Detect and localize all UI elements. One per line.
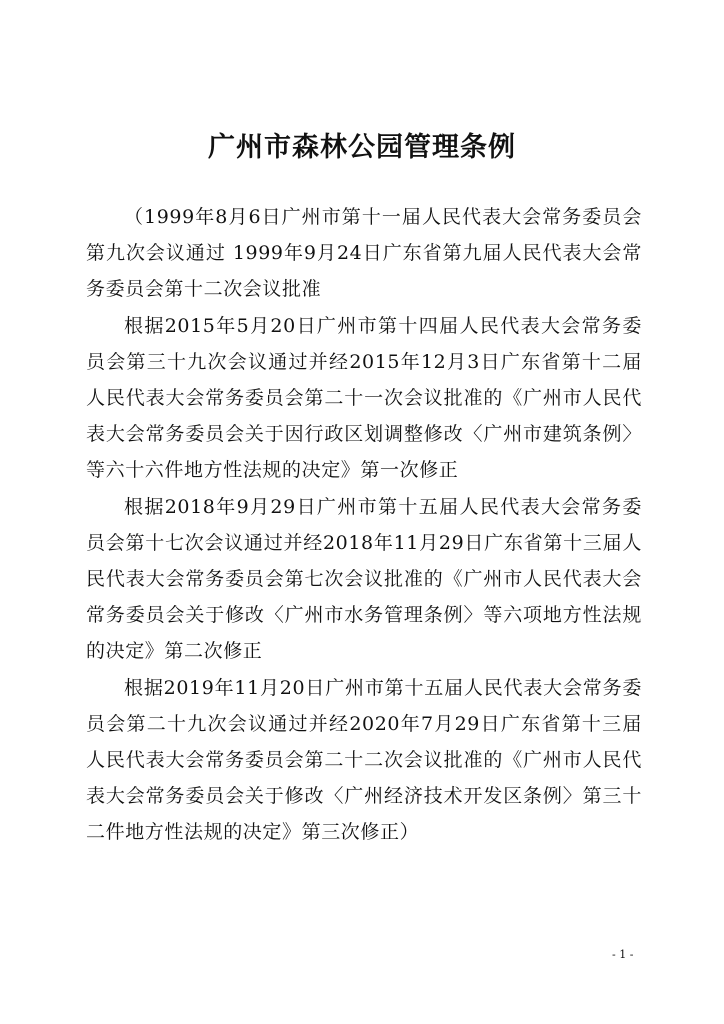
page-number: - 1 - <box>612 948 634 961</box>
paragraph-third-amendment: 根据2019年11月20日广州市第十五届人民代表大会常务委员会第二十九次会议通过并经2020年7月29日广东省第十三届人民代表大会常务委员会第二十二次会议批准的《广州市人民代表大会常务委员会关于修改〈广州经济技术开发区条例〉第三十二件地方性法规的决定》第三次修正） <box>86 676 642 844</box>
document-body <box>86 199 642 851</box>
page-title: 广州市森林公园管理条例 <box>208 132 516 163</box>
paragraph-adoption-history: （1999年8月6日广州市第十一届人民代表大会常务委员会第九次会议通过 1999年9月24日广东省第九届人民代表大会常务委员会第十二次会议批准 <box>86 206 642 301</box>
paragraph-first-amendment: 根据2015年5月20日广州市第十四届人民代表大会常务委员会第三十九次会议通过并经2015年12月3日广东省第十二届人民代表大会常务委员会第二十一次会议批准的《广州市人民代表大会常务委员会关于因行政区划调整修改〈广州市建筑条例〉等六十六件地方性法规的决定》第一次修正 <box>86 314 642 482</box>
paragraph-second-amendment: 根据2018年9月29日广州市第十五届人民代表大会常务委员会第十七次会议通过并经2018年11月29日广东省第十三届人民代表大会常务委员会第七次会议批准的《广州市人民代表大会常务委员会关于修改〈广州市水务管理条例〉等六项地方性法规的决定》第二次修正 <box>86 495 642 663</box>
